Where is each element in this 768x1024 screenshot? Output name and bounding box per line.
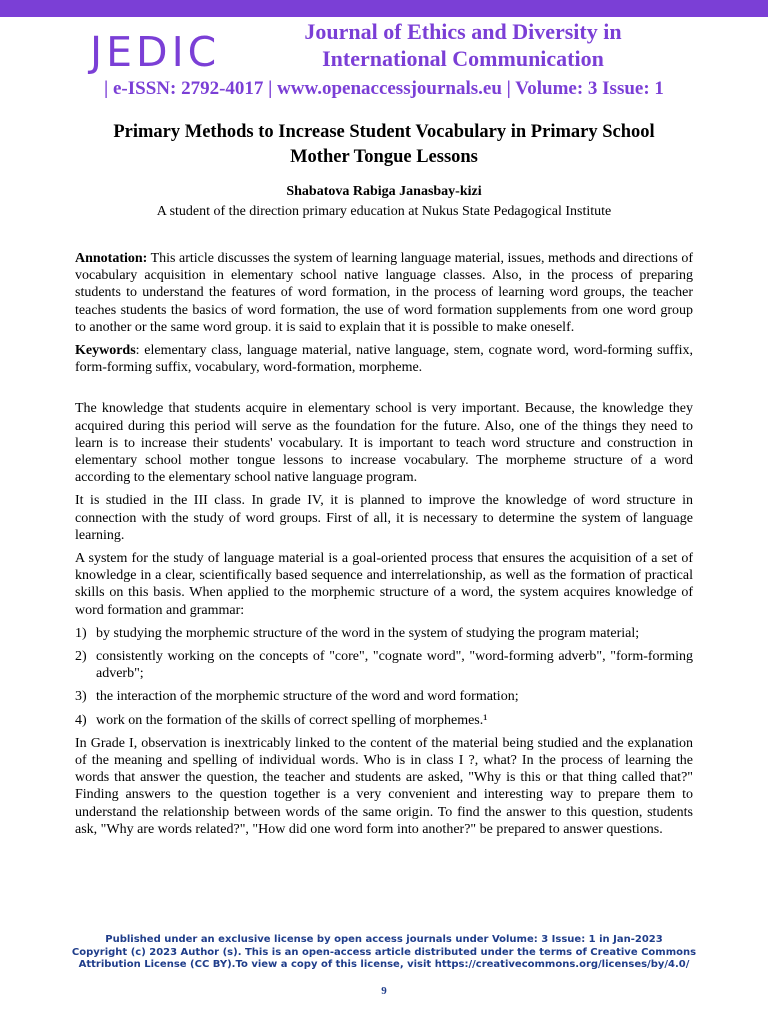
keywords-label: Keywords (75, 343, 136, 359)
journal-title-line-1: Journal of Ethics and Diversity in (304, 19, 622, 44)
list-item (75, 625, 693, 642)
list-item-text: work on the formation of the skills of correct spelling of morphemes.¹ (96, 712, 488, 728)
list-item (75, 712, 693, 729)
list-item-number: 1) (75, 625, 87, 641)
keywords-text: : elementary class, language material, native language, stem, cognate word, word-forming suffix, form-forming suffix, vocabulary, word-formation, morpheme. (75, 343, 693, 376)
journal-logo: JEDIC (90, 28, 221, 76)
article-title (60, 120, 708, 170)
keywords-paragraph (75, 342, 693, 376)
issn-line: | e-ISSN: 2792-4017 | www.openaccessjournals.eu | Volume: 3 Issue: 1 (104, 78, 664, 99)
numbered-list (75, 625, 693, 729)
annotation-label: Annotation: (75, 251, 148, 266)
article-title-line-2: Mother Tongue Lessons (290, 147, 478, 167)
body-paragraph-2: It is studied in the III class. In grade IV, it is planned to improve the knowledge of word structure in connection with the study of word groups. First of all, it is necessary to determine the system of language learning. (75, 493, 693, 543)
author-affiliation: A student of the direction primary education at Nukus State Pedagogical Institute (156, 204, 612, 219)
body-paragraph-3: A system for the study of language material is a goal-oriented process that ensures the acquisition of a set of knowledge in a clear, scientifically based sequence and interrelationship, as well as the formation of practical skills on this basis. When applied to the morphemic structure of a word, the system acquires knowledge of word formation and grammar: (75, 551, 693, 618)
journal-title-line-2: International Communication (322, 46, 604, 71)
annotation-text: This article discusses the system of learning language material, issues, methods and directions of vocabulary acquisition in elementary school native language classes. Also, in the process of preparing students to understand the features of word formation, in the process of learning word groups, the teacher teaches students the basics of word formation, the use of word formation supplements from one word group to another or the same word group. it is said to explain that it is possible to make oneself. (75, 251, 693, 335)
license-footer (60, 934, 708, 972)
article-body (75, 250, 693, 844)
footer-line-1: Published under an exclusive license by open access journals under Volume: 3 Issue: 1 in Jan-2023 (105, 934, 663, 945)
journal-title (258, 18, 668, 72)
footer-line-3: Attribution License (CC BY).To view a copy of this license, visit https://creativecommons.org/licenses/by/4.0/ (78, 959, 690, 970)
list-item (75, 688, 693, 705)
author-name: Shabatova Rabiga Janasbay-kizi (286, 184, 482, 199)
section-gap (75, 382, 693, 400)
list-item-number: 3) (75, 689, 87, 705)
article-title-line-1: Primary Methods to Increase Student Vocabulary in Primary School (113, 122, 655, 142)
list-item-text: consistently working on the concepts of "core", "cognate word", "word-forming adverb", "form-forming adverb"; (96, 649, 693, 682)
list-item (75, 648, 693, 682)
body-paragraph-4: In Grade I, observation is inextricably linked to the content of the material being studied and the explanation of the meaning and spelling of individual words. Who is in class I ?, what? In the process of learning the words that answer the question, the teacher and students are asked, "Why is this or that thing called that?" Finding answers to the question together is a very convenient and interesting way to prepare them to understand the relationship between words of the same origin. To find the answer to this question, students ask, "Why are words related?", "How did one word form into another?" be prepared to answer questions. (75, 735, 693, 837)
footer-line-2: Copyright (c) 2023 Author (s). This is an open-access article distributed under the terms of Creative Commons (71, 946, 697, 958)
header-color-bar (0, 0, 768, 17)
annotation-paragraph (75, 250, 693, 336)
list-item-number: 2) (75, 649, 87, 665)
body-paragraph-1: The knowledge that students acquire in elementary school is very important. Because, the knowledge they acquired during this period will serve as the foundation for the future. Also, one of the things they need to learn is to increase their students' vocabulary. It is important to teach word structure and construction in elementary school mother tongue lessons to increase vocabulary. The morpheme structure of a word according to the elementary school native language program. (75, 401, 693, 486)
list-item-text: the interaction of the morphemic structure of the word and word formation; (96, 689, 519, 705)
list-item-number: 4) (75, 712, 87, 728)
list-item-text: by studying the morphemic structure of the word in the system of studying the program material; (96, 625, 640, 641)
page-number: 9 (381, 985, 387, 997)
